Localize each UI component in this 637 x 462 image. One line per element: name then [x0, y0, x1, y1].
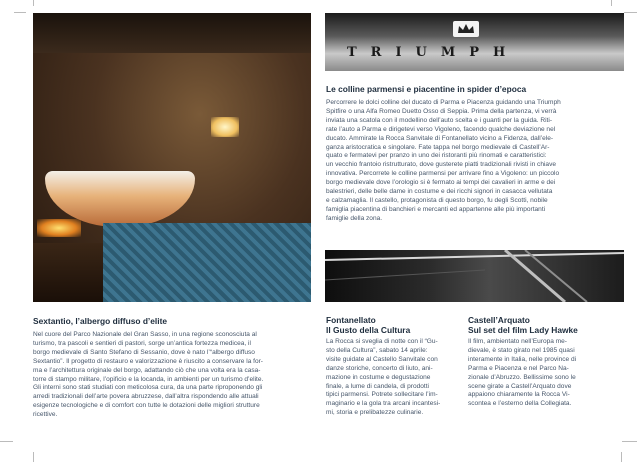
body-line: dievale, è stato girato nel 1985 quasi — [468, 346, 575, 354]
crop-mark — [622, 441, 637, 442]
wall-lamp — [211, 117, 239, 137]
crop-mark — [624, 12, 637, 13]
body-line: innovativa. Percorrete le colline parmensi per arrivare fino a Vigoleno: un piccolo — [326, 170, 560, 178]
body-line: Il film, ambientato nell’Europa me- — [468, 338, 567, 345]
body-line: inviata una scatola con il modellino dell’auto scelta e i guanti per la guida. Riti- — [326, 116, 552, 124]
body-line: visite guidate al Castello Sanvitale con — [326, 355, 438, 363]
body-line: finale, a lume di candela, di prodotti — [326, 382, 429, 390]
body-line: danze storiche, concerto di liuto, ani- — [326, 364, 433, 372]
body-line: borgo medievale dove l’orologio si è fermato ai tempi dei cavalieri in arme e dei — [326, 179, 556, 187]
body-line: mi, storia e prelibatezze culinarie. — [326, 409, 424, 417]
body-line: Parma e Piacenza e nel Parco Na- — [468, 364, 569, 372]
stone-floor — [33, 243, 113, 302]
title-line: Castell’Arquato — [468, 315, 530, 325]
article-body — [326, 99, 626, 224]
body-line: tipici parmensi. Potrete sollecitare l’im- — [326, 391, 438, 399]
article-body — [468, 338, 628, 409]
body-line: ducato. Ammirate la Rocca Sanvitale di Fontanellato vicino a Fidenza, dall’ele- — [326, 134, 554, 142]
crop-mark — [33, 452, 34, 462]
article-title: Le colline parmensi e piacentine in spider d’epoca — [326, 84, 527, 94]
article-title — [468, 315, 628, 335]
body-line: esigenze tecnologiche e di comfort con tutte le dotazioni delle migliori strutture — [33, 402, 260, 410]
title-line: Il Gusto della Cultura — [326, 325, 411, 335]
triumph-lettering: TRIUMPH — [347, 45, 520, 60]
body-line: mazione in costume e degustazione — [326, 373, 431, 381]
car-chrome-lines — [325, 250, 624, 302]
body-line: famiglia piacentina di banchieri e mercanti ed appartenne alle più importanti — [326, 205, 546, 213]
crown-badge-icon — [451, 19, 481, 39]
body-line: zionale d’Abruzzo. Bellissime sono le — [468, 373, 576, 381]
body-line: ma e l’architettura originale del borgo, adattando ciò che una volta era la casa- — [33, 366, 261, 374]
crop-mark — [611, 0, 612, 6]
triumph-car-photo — [325, 13, 624, 71]
car-detail-photo — [325, 250, 624, 302]
candles — [37, 219, 81, 237]
crop-mark — [33, 0, 34, 6]
title-line: Sul set del film Lady Hawke — [468, 325, 578, 335]
ceiling-beam — [33, 13, 311, 53]
body-line: scontea e l’esterno della Collegiata. — [468, 400, 572, 408]
body-line: turismo, tra pascoli e sentieri di pastori, sorge un’antica fortezza medicea, il — [33, 339, 251, 347]
body-line: un vecchio frantoio ristrutturato, dove gusterete piatti tradizionali rivisti in chiave — [326, 161, 556, 169]
body-line: sto della Cultura”, sabato 14 aprile: — [326, 346, 428, 354]
article-body — [326, 338, 466, 418]
body-line: quato e fermatevi per pranzo in uno dei ristoranti più rinomati e caratteristici: — [326, 152, 547, 160]
body-line: interamente in Italia, nelle province di — [468, 355, 577, 363]
body-line: rate l’auto a Parma e dirigetevi verso Vigoleno, facendo qualche deviazione nel — [326, 125, 556, 133]
article-title — [326, 315, 466, 335]
crop-mark — [14, 12, 26, 13]
body-line: scene girate a Castell’Arquato dove — [468, 382, 572, 390]
body-line: appaiono chiaramente la Rocca Vi- — [468, 391, 570, 399]
crop-mark — [621, 452, 622, 462]
bed-blanket — [103, 223, 311, 302]
body-line: maginario e la gola tra arcani incantesi- — [326, 400, 441, 408]
title-line: Fontanellato — [326, 315, 376, 325]
body-line: ganza aristocratica e singolare. Fate tappa nel borgo medievale di Castell’Ar- — [326, 143, 550, 151]
body-line: e calzamaglia. Il castello, protagonista di questo borgo, fu degli Scotti, nobile — [326, 196, 548, 204]
body-line: Sextantio”. Il progetto di restauro e valorizzazione è riuscito a conservare la for- — [33, 357, 263, 365]
body-line: famiglie della zona. — [326, 214, 383, 222]
body-line: ricettive. — [33, 411, 58, 419]
body-line: La Rocca si sveglia di notte con il “Gu- — [326, 338, 438, 345]
article-title: Sextantio, l’albergo diffuso d’elite — [33, 316, 168, 326]
body-line: balestrieri, delle belle dame in costume e dei ricchi signori in casacca vellutata — [326, 188, 553, 196]
body-line: Percorrere le dolci colline del ducato di Parma e Piacenza guidando una Triumph — [326, 99, 561, 106]
body-line: torre di stampo militare, l’opificio e la locanda, in ambienti per un turismo d’elite. — [33, 375, 264, 383]
body-line: Nel cuore del Parco Nazionale del Gran Sasso, in una regione sconosciuta al — [33, 331, 257, 338]
body-line: Gli interni sono stati studiati con meticolosa cura, da una parte riproponendo gli — [33, 384, 263, 392]
body-line: arredi tradizionali dell’arte povera abruzzese, dall’altra rispondendo alle attuali — [33, 393, 259, 401]
body-line: borgo medievale di Santo Stefano di Sessanio, dove è nato l’“albergo diffuso — [33, 348, 255, 356]
crop-mark — [0, 441, 13, 442]
article-body — [33, 331, 313, 420]
hotel-room-photo — [33, 13, 311, 302]
body-line: Spitfire o una Alfa Romeo Duetto Osso di Seppia. Prima della partenza, vi verrà — [326, 107, 557, 115]
